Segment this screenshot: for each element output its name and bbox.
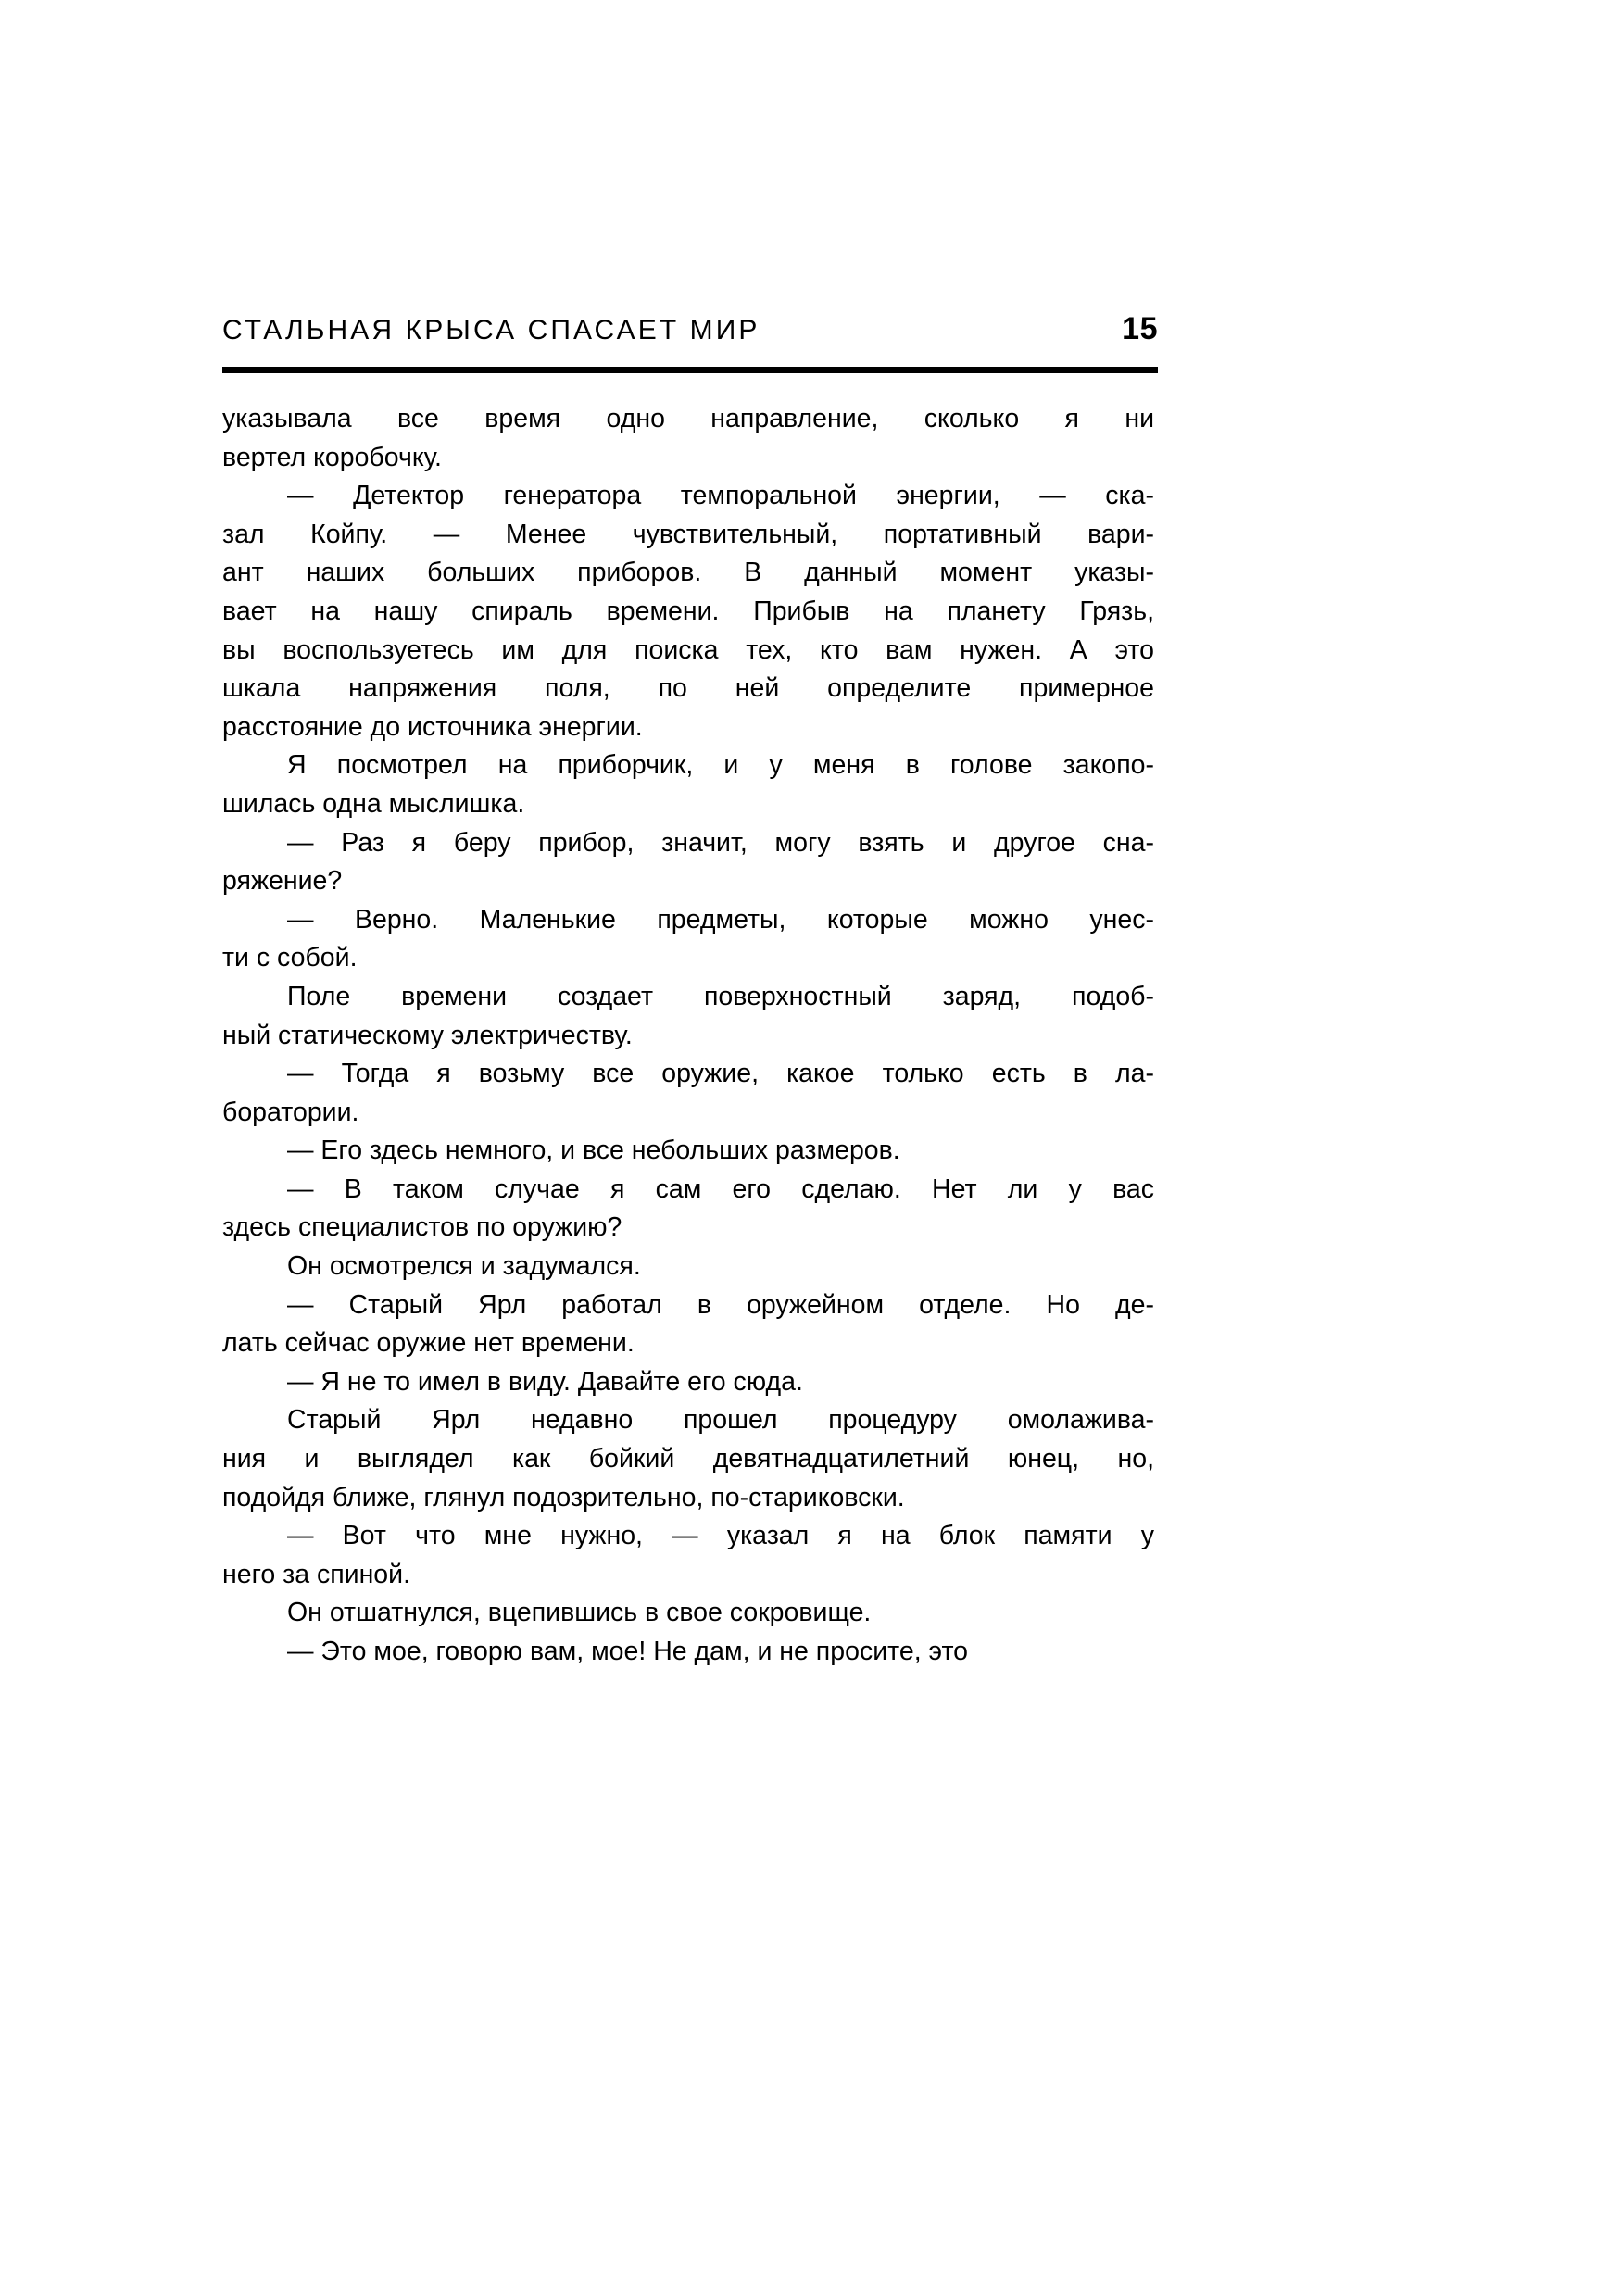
text-line: ный статическому электричеству. (222, 1020, 633, 1050)
text-line: Старый Ярл недавно прошел процедуру омолажива- (287, 1405, 1154, 1436)
text-line: здесь специалистов по оружию? (222, 1212, 622, 1243)
paragraph (222, 1517, 1154, 1594)
text-line: шилась одна мыслишка. (222, 788, 525, 819)
header-rule (222, 367, 1158, 373)
text-line: Он осмотрелся и задумался. (287, 1251, 641, 1282)
text-line: расстояние до источника энергии. (222, 711, 643, 742)
text-line: — Вот что мне нужно, — указал я на блок памяти у (287, 1521, 1154, 1551)
paragraph (222, 1594, 1154, 1633)
paragraph (222, 978, 1154, 1055)
paragraph (222, 1286, 1154, 1363)
text-line: — Его здесь немного, и все небольших размеров. (287, 1135, 900, 1166)
paragraph (222, 1633, 1154, 1672)
paragraph (222, 824, 1154, 901)
text-line: Он отшатнулся, вцепившись в свое сокровище. (287, 1598, 872, 1628)
text-line: шкала напряжения поля, по ней определите примерное (222, 673, 1154, 704)
text-line: — Я не то имел в виду. Давайте его сюда. (287, 1366, 803, 1397)
paragraph (222, 1055, 1154, 1132)
text-line: — Тогда я возьму все оружие, какое только есть в ла- (287, 1059, 1154, 1089)
text-line: — Детектор генератора темпоральной энергии, — ска- (287, 481, 1154, 511)
paragraph (222, 747, 1154, 823)
paragraph (222, 1401, 1154, 1517)
paragraph (222, 901, 1154, 978)
text-line: зал Койпу. — Менее чувствительный, портативный вари- (222, 519, 1154, 549)
text-line: ант наших больших приборов. В данный момент указы- (222, 558, 1154, 588)
running-head (222, 313, 1158, 345)
paragraph (222, 1248, 1154, 1286)
text-line: — Это мое, говорю вам, мое! Не дам, и не просите, это (287, 1637, 969, 1666)
text-line: — Верно. Маленькие предметы, которые можно унес- (287, 904, 1154, 935)
body-text-block (222, 400, 1154, 1672)
text-line: подойдя ближе, глянул подозрительно, по-стариковски. (222, 1482, 905, 1512)
text-line: — Раз я беру прибор, значит, могу взять и другое сна- (287, 827, 1154, 858)
text-line: Поле времени создает поверхностный заряд, подоб- (287, 981, 1154, 1011)
text-line: ряжение? (222, 866, 343, 897)
text-line: — В таком случае я сам его сделаю. Нет ли у вас (287, 1173, 1154, 1204)
paragraph (222, 1363, 1154, 1402)
text-line: ти с собой. (222, 943, 358, 973)
paragraph (222, 1171, 1154, 1248)
text-line: вы воспользуетесь им для поиска тех, кто вам нужен. А это (222, 634, 1154, 665)
paragraph (222, 1132, 1154, 1171)
text-line: вертел коробочку. (222, 442, 442, 472)
text-line: ния и выглядел как бойкий девятнадцатилетний юнец, но, (222, 1444, 1154, 1474)
text-line: боратории. (222, 1097, 359, 1127)
running-head-title: СТАЛЬНАЯ КРЫСА СПАСАЕТ МИР (222, 315, 760, 345)
text-line: лать сейчас оружие нет времени. (222, 1328, 635, 1359)
paragraph (222, 477, 1154, 747)
paragraph (222, 400, 1154, 477)
text-line: указывала все время одно направление, сколько я ни (222, 404, 1154, 433)
text-line: — Старый Ярл работал в оружейном отделе. Но де- (287, 1289, 1154, 1320)
text-line: вает на нашу спираль времени. Прибыв на планету Грязь, (222, 596, 1154, 626)
text-line: Я посмотрел на приборчик, и у меня в голове закопо- (287, 750, 1154, 781)
page-number: 15 (1122, 311, 1158, 346)
text-line: него за спиной. (222, 1559, 410, 1589)
